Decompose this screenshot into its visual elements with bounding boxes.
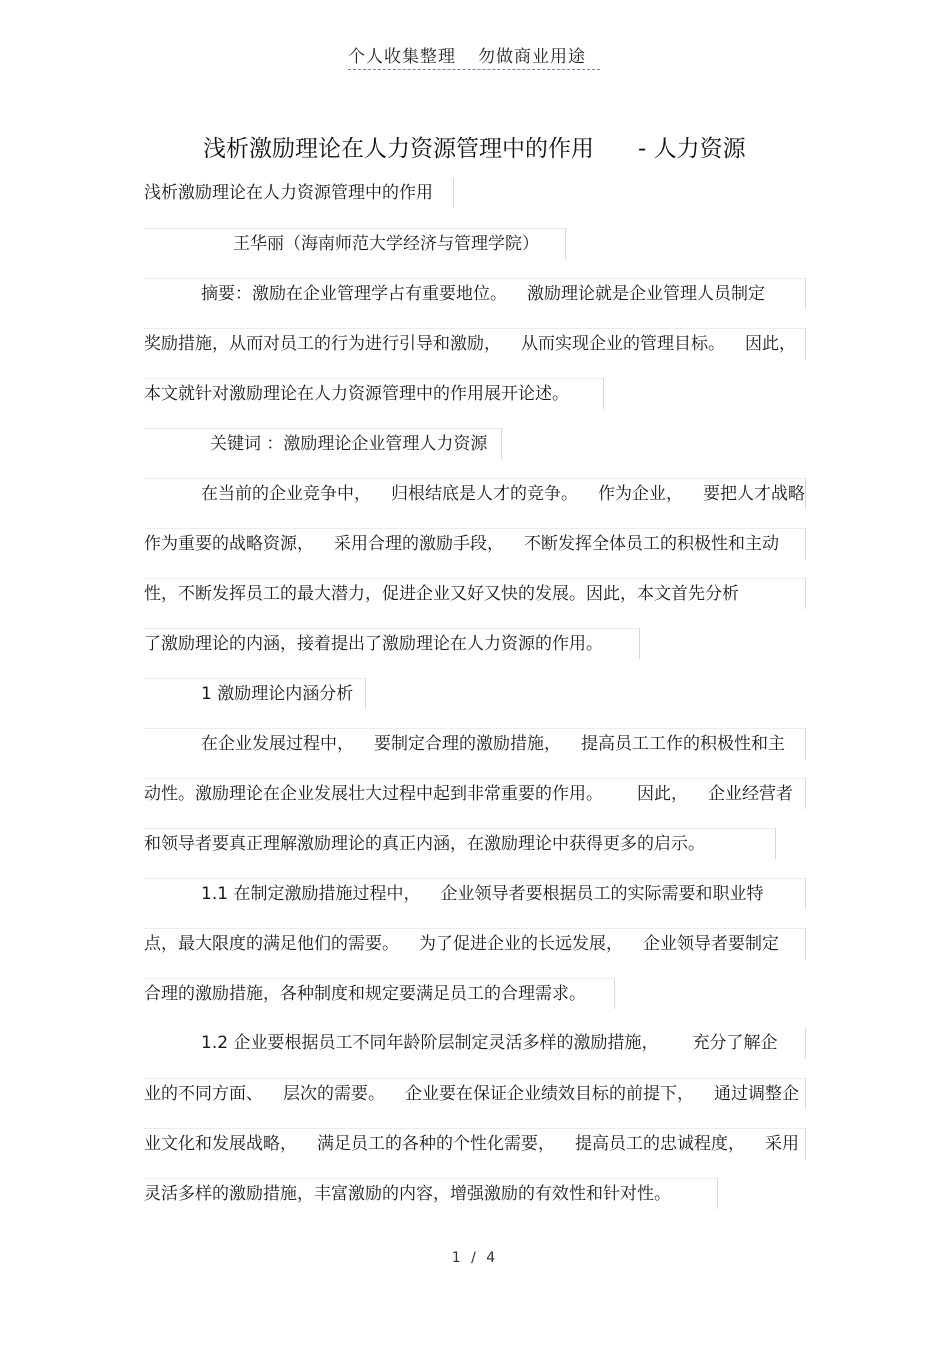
para2-line-1 [144, 728, 806, 759]
abstract-line-2 [144, 328, 806, 359]
text-span: 点，最大限度的满足他们的需要。 [144, 934, 399, 954]
abstract-line-1 [144, 278, 806, 309]
text-span: 企业要在保证企业绩效目标的前提下， [405, 1084, 694, 1104]
text-span: 层次的需要。 [283, 1084, 385, 1104]
text-span: 动性。激励理论在企业发展壮大过程中起到非常重要的作用。 [144, 784, 603, 804]
text-span: 因此， [745, 334, 796, 354]
text-span: 满足员工的各种的个性化需要， [317, 1134, 555, 1154]
title-suffix: - 人力资源 [638, 136, 746, 162]
subtitle-line: 浅析激励理论在人力资源管理中的作用 [144, 178, 454, 208]
document-title [203, 130, 746, 163]
para3-line-2 [144, 928, 806, 959]
text-span: 不断发挥全体员工的积极性和主动 [524, 534, 779, 554]
text-span: 作为企业， [598, 484, 683, 504]
para1-line-3: 性，不断发挥员工的最大潜力，促进企业又好又快的发展。因此，本文首先分析 [144, 578, 806, 609]
para4-line-3 [144, 1128, 806, 1159]
text-span: 摘要：激励在企业管理学占有重要地位。 [201, 284, 507, 304]
text-span: 充分了解企 [692, 1033, 778, 1053]
text-span: 从而实现企业的管理目标。 [521, 334, 725, 354]
text-span: 业文化和发展战略， [144, 1134, 297, 1154]
para4-line-1 [144, 1028, 806, 1058]
text-span: 为了促进企业的长远发展， [419, 934, 623, 954]
text-span: 1.1 在制定激励措施过程中， [201, 884, 421, 904]
para3-line-1 [144, 878, 806, 909]
para3-line-3: 合理的激励措施，各种制度和规定要满足员工的合理需求。 [144, 978, 615, 1009]
keywords-line: 关键词 ：激励理论企业管理人力资源 [144, 428, 502, 459]
text-span: 业的不同方面、 [144, 1084, 263, 1104]
para4-line-4: 灵活多样的激励措施，丰富激励的内容，增强激励的有效性和针对性。 [144, 1178, 718, 1209]
text-span: 要把人才战略 [703, 484, 805, 504]
text-span: 因此， [637, 784, 688, 804]
text-span: 通过调整企 [714, 1084, 799, 1104]
text-span: 企业经营者 [708, 784, 793, 804]
abstract-line-3: 本文就针对激励理论在人力资源管理中的作用展开论述。 [144, 378, 604, 409]
text-span: 要制定合理的激励措施， [374, 734, 561, 754]
text-span: 作为重要的战略资源， [144, 534, 314, 554]
para2-line-2 [144, 778, 806, 809]
text-span: 归根结底是人才的竞争。 [391, 484, 578, 504]
text-span: 在企业发展过程中， [201, 734, 354, 754]
text-span: 提高员工工作的积极性和主 [581, 734, 785, 754]
text-span: 采用 [765, 1134, 799, 1154]
page-number: 1 / 4 [451, 1250, 499, 1266]
text-span: 企业领导者要制定 [643, 934, 779, 954]
text-span: 在当前的企业竞争中， [201, 484, 371, 504]
text-span: 激励理论就是企业管理人员制定 [527, 284, 765, 304]
header-left: 个人收集整理 [348, 47, 456, 67]
para4-line-2 [144, 1078, 806, 1109]
section-heading-1: 1 激励理论内涵分析 [144, 678, 366, 709]
para1-line-2 [144, 528, 806, 559]
para2-line-3: 和领导者要真正理解激励理论的真正内涵，在激励理论中获得更多的启示。 [144, 828, 776, 859]
text-span: 采用合理的激励手段， [334, 534, 504, 554]
para1-line-1 [144, 478, 806, 509]
text-span: 奖励措施，从而对员工的行为进行引导和激励， [144, 334, 501, 354]
title-main: 浅析激励理论在人力资源管理中的作用 [203, 136, 594, 162]
text-span: 1.2 企业要根据员工不同年龄阶层制定灵活多样的激励措施， [201, 1033, 659, 1053]
para1-line-4: 了激励理论的内涵，接着提出了激励理论在人力资源的作用。 [144, 628, 640, 659]
text-span: 企业领导者要根据员工的实际需要和职业特 [440, 884, 764, 904]
text-span: 提高员工的忠诚程度， [575, 1134, 745, 1154]
page-header [348, 42, 600, 70]
author-line: 王华丽（海南师范大学经济与管理学院） [144, 228, 566, 259]
header-right: 勿做商业用途 [478, 47, 586, 67]
